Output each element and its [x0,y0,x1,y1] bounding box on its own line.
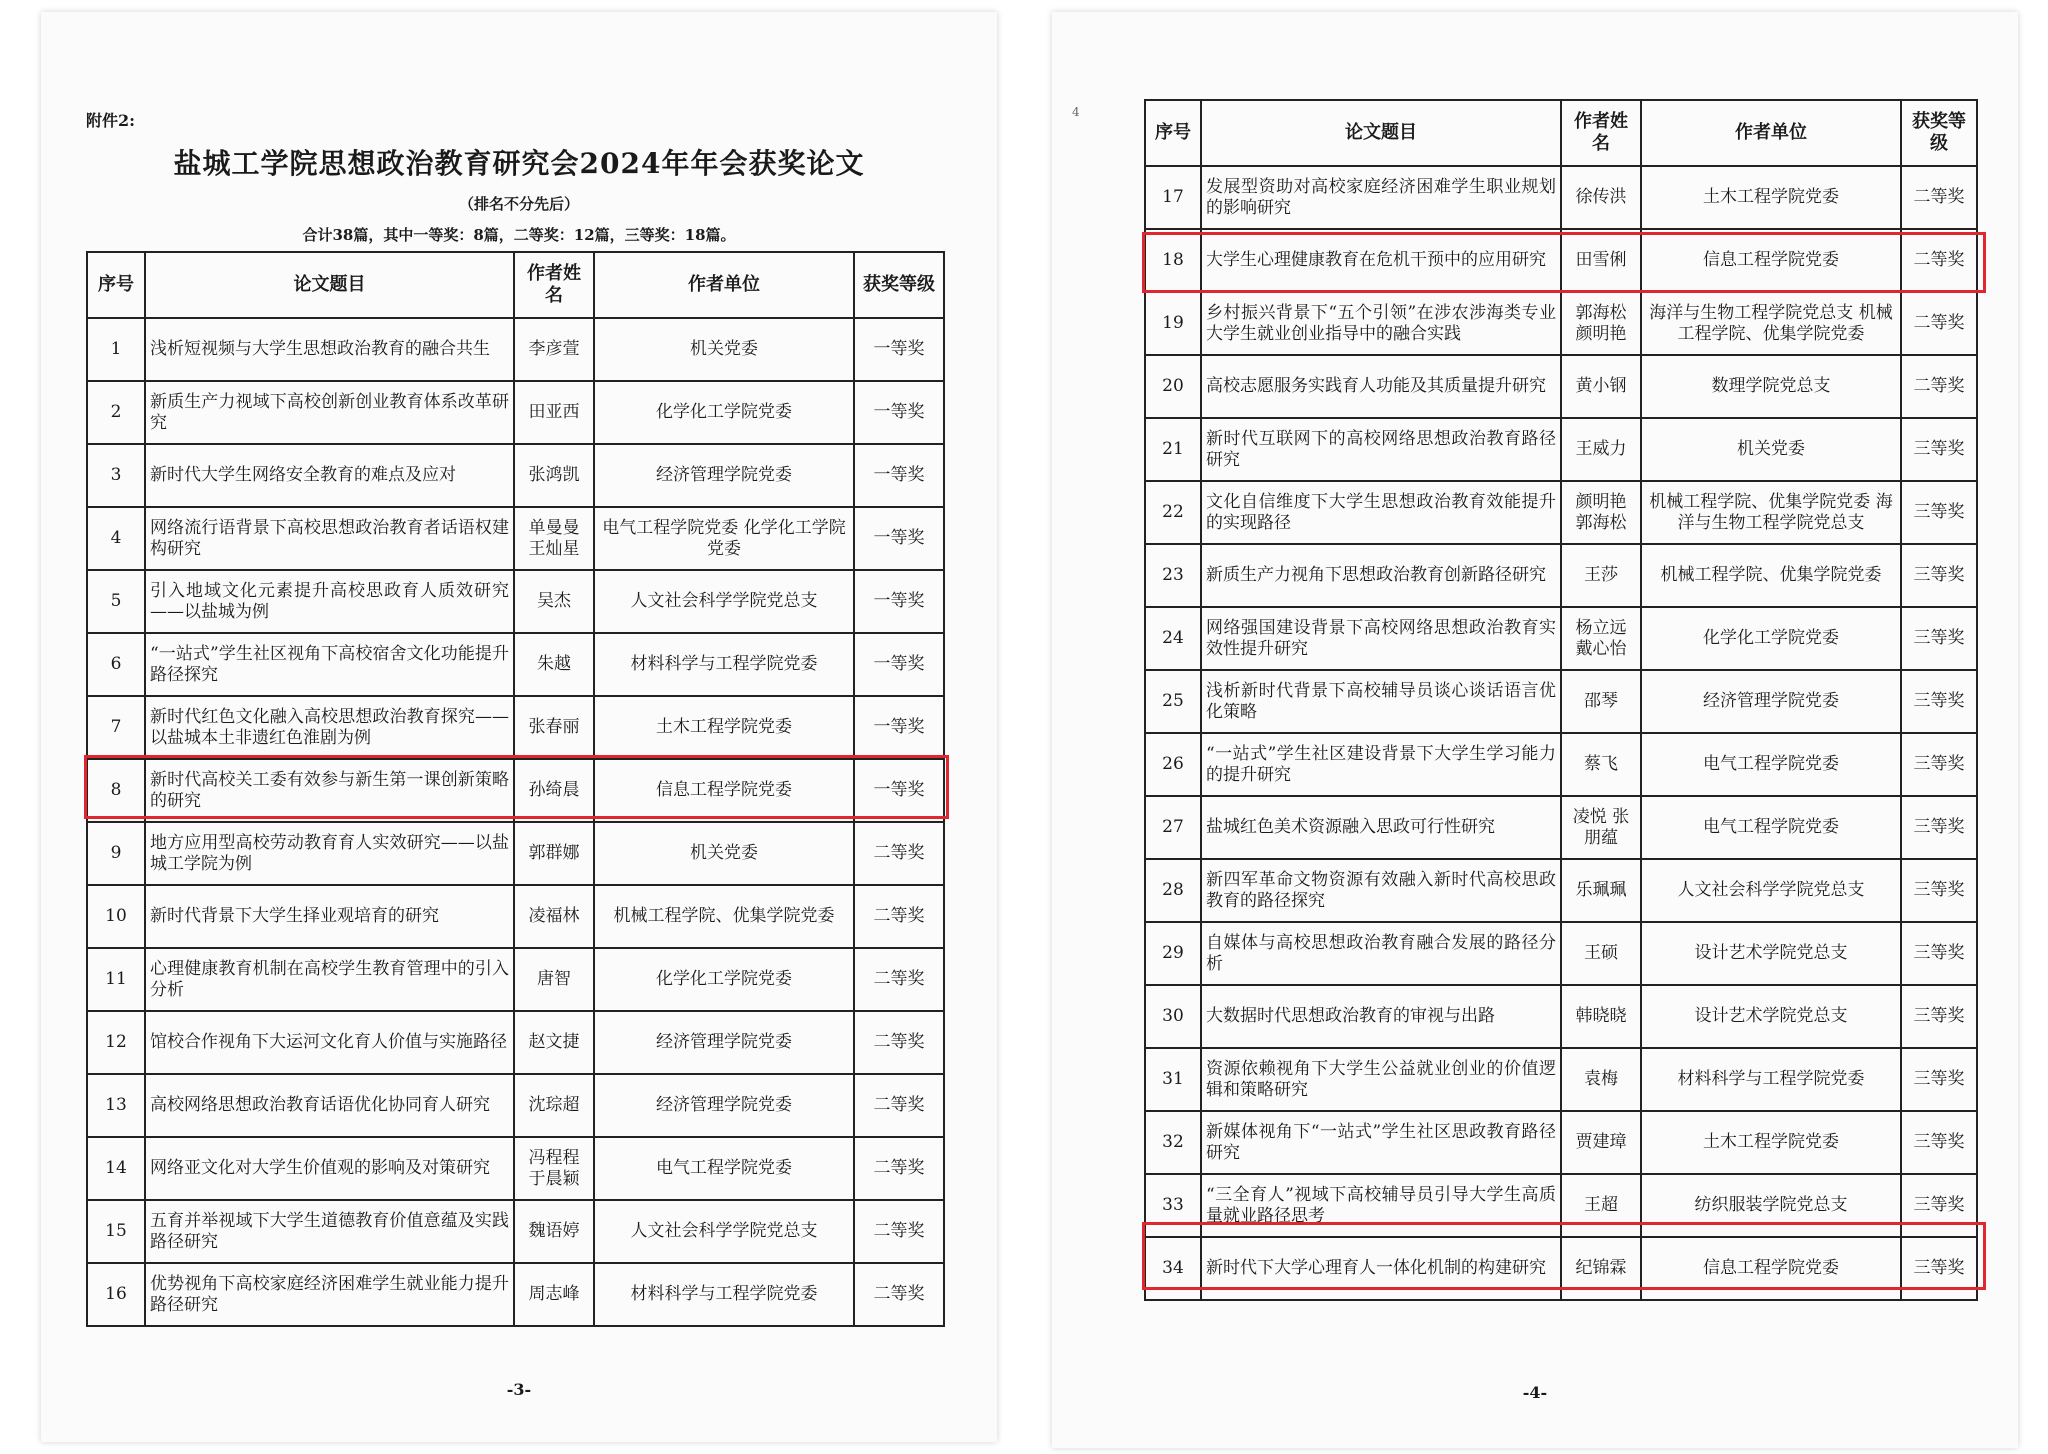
cell-author: 张鸿凯 [514,444,594,507]
cell-award: 三等奖 [1901,796,1977,859]
header-title: 论文题目 [145,252,514,318]
cell-title: 新质生产力视域下高校创新创业教育体系改革研究 [145,381,514,444]
cell-unit: 电气工程学院党委 化学化工学院党委 [594,507,854,570]
header-author: 作者姓名 [514,252,594,318]
cell-title: 新四军革命文物资源有效融入新时代高校思政教育的路径探究 [1201,859,1561,922]
header-award: 获奖等级 [854,252,944,318]
cell-author: 乐珮珮 [1561,859,1641,922]
cell-author: 李彦萱 [514,318,594,381]
table-row [1145,292,1977,355]
cell-author: 颜明艳 郭海松 [1561,481,1641,544]
table-row [1145,166,1977,229]
table-row [87,444,944,507]
cell-author: 朱越 [514,633,594,696]
table-row [87,822,944,885]
cell-author: 邵琴 [1561,670,1641,733]
cell-unit: 材料科学与工程学院党委 [594,633,854,696]
cell-title: “一站式”学生社区建设背景下大学生学习能力的提升研究 [1201,733,1561,796]
table-row [87,318,944,381]
cell-author: 沈琮超 [514,1074,594,1137]
cell-title: 新时代背景下大学生择业观培育的研究 [145,885,514,948]
cell-award: 一等奖 [854,696,944,759]
table-header-row [87,252,944,318]
cell-number: 27 [1145,796,1201,859]
cell-number: 18 [1145,229,1201,292]
table-row [1145,229,1977,292]
header-title: 论文题目 [1201,100,1561,166]
cell-award: 三等奖 [1901,1174,1977,1237]
header-number: 序号 [87,252,145,318]
header-unit: 作者单位 [1641,100,1901,166]
cell-author: 蔡飞 [1561,733,1641,796]
cell-title: 乡村振兴背景下“五个引领”在涉农涉海类专业大学生就业创业指导中的融合实践 [1201,292,1561,355]
cell-award: 二等奖 [1901,292,1977,355]
table-row [1145,985,1977,1048]
cell-author: 周志峰 [514,1263,594,1326]
cell-unit: 化学化工学院党委 [594,381,854,444]
cell-award: 一等奖 [854,318,944,381]
cell-title: 网络流行语背景下高校思想政治教育者话语权建构研究 [145,507,514,570]
cell-number: 10 [87,885,145,948]
cell-award: 一等奖 [854,381,944,444]
cell-author: 单曼曼 王灿星 [514,507,594,570]
table-row [1145,481,1977,544]
cell-number: 2 [87,381,145,444]
cell-author: 凌福林 [514,885,594,948]
cell-unit: 机械工程学院、优集学院党委 海洋与生物工程学院党总支 [1641,481,1901,544]
cell-unit: 人文社会科学学院党总支 [594,570,854,633]
cell-number: 33 [1145,1174,1201,1237]
cell-author: 吴杰 [514,570,594,633]
cell-author: 王超 [1561,1174,1641,1237]
cell-award: 三等奖 [1901,481,1977,544]
awards-table-right [1144,99,1978,1301]
table-row [87,948,944,1011]
cell-number: 31 [1145,1048,1201,1111]
table-row [1145,1174,1977,1237]
cell-unit: 数理学院党总支 [1641,355,1901,418]
cell-number: 26 [1145,733,1201,796]
cell-author: 韩晓晓 [1561,985,1641,1048]
cell-title: 新媒体视角下“一站式”学生社区思政教育路径研究 [1201,1111,1561,1174]
cell-award: 三等奖 [1901,607,1977,670]
cell-award: 二等奖 [854,885,944,948]
corner-mark: 4 [1072,105,1080,119]
cell-author: 纪锦霖 [1561,1237,1641,1300]
cell-author: 田雪俐 [1561,229,1641,292]
cell-title: 自媒体与高校思想政治教育融合发展的路径分析 [1201,922,1561,985]
cell-title: 浅析新时代背景下高校辅导员谈心谈话语言优化策略 [1201,670,1561,733]
cell-award: 三等奖 [1901,418,1977,481]
table-row [87,381,944,444]
cell-unit: 机关党委 [594,822,854,885]
ranking-note: （排名不分先后） [458,195,579,213]
cell-number: 20 [1145,355,1201,418]
cell-author: 袁梅 [1561,1048,1641,1111]
cell-number: 19 [1145,292,1201,355]
cell-title: 发展型资助对高校家庭经济困难学生职业规划的影响研究 [1201,166,1561,229]
cell-number: 3 [87,444,145,507]
table-header-row [1145,100,1977,166]
table-row [1145,607,1977,670]
cell-unit: 经济管理学院党委 [594,1074,854,1137]
awards-table-left [86,251,945,1327]
cell-award: 三等奖 [1901,1048,1977,1111]
cell-award: 二等奖 [854,948,944,1011]
cell-author: 王莎 [1561,544,1641,607]
cell-unit: 经济管理学院党委 [594,444,854,507]
cell-unit: 信息工程学院党委 [594,759,854,822]
cell-award: 三等奖 [1901,544,1977,607]
page-number: -4- [1522,1383,1548,1402]
table-row [87,1200,944,1263]
cell-author: 唐智 [514,948,594,1011]
cell-award: 三等奖 [1901,985,1977,1048]
table-row [87,885,944,948]
cell-number: 32 [1145,1111,1201,1174]
cell-award: 三等奖 [1901,733,1977,796]
table-row [1145,733,1977,796]
cell-number: 6 [87,633,145,696]
cell-award: 三等奖 [1901,1111,1977,1174]
cell-number: 14 [87,1137,145,1200]
cell-award: 二等奖 [854,1074,944,1137]
cell-unit: 人文社会科学学院党总支 [1641,859,1901,922]
cell-award: 一等奖 [854,507,944,570]
cell-title: 资源依赖视角下大学生公益就业创业的价值逻辑和策略研究 [1201,1048,1561,1111]
cell-title: 心理健康教育机制在高校学生教育管理中的引入分析 [145,948,514,1011]
table-row [1145,355,1977,418]
cell-author: 冯程程 于晨颖 [514,1137,594,1200]
cell-unit: 土木工程学院党委 [594,696,854,759]
cell-number: 28 [1145,859,1201,922]
cell-unit: 机关党委 [1641,418,1901,481]
table-row [87,570,944,633]
table-row [87,1074,944,1137]
cell-author: 郭群娜 [514,822,594,885]
header-author: 作者姓名 [1561,100,1641,166]
cell-author: 张春丽 [514,696,594,759]
header-award: 获奖等级 [1901,100,1977,166]
cell-unit: 电气工程学院党委 [1641,796,1901,859]
award-summary: 合计38篇，其中一等奖：8篇，二等奖：12篇，三等奖：18篇。 [302,226,736,244]
table-row [1145,859,1977,922]
cell-number: 25 [1145,670,1201,733]
cell-number: 17 [1145,166,1201,229]
cell-author: 徐传洪 [1561,166,1641,229]
table-row [87,759,944,822]
cell-award: 二等奖 [854,822,944,885]
table-row [87,633,944,696]
cell-unit: 材料科学与工程学院党委 [594,1263,854,1326]
cell-title: 五育并举视域下大学生道德教育价值意蕴及实践路径研究 [145,1200,514,1263]
cell-author: 孙绮晨 [514,759,594,822]
cell-unit: 机械工程学院、优集学院党委 [1641,544,1901,607]
cell-author: 郭海松 颜明艳 [1561,292,1641,355]
cell-title: 地方应用型高校劳动教育育人实效研究——以盐城工学院为例 [145,822,514,885]
cell-unit: 设计艺术学院党总支 [1641,985,1901,1048]
document-page-left [41,12,997,1442]
cell-title: 新时代红色文化融入高校思想政治教育探究——以盐城本土非遗红色淮剧为例 [145,696,514,759]
cell-title: 馆校合作视角下大运河文化育人价值与实施路径 [145,1011,514,1074]
cell-title: 新时代大学生网络安全教育的难点及应对 [145,444,514,507]
cell-author: 贾建璋 [1561,1111,1641,1174]
cell-author: 杨立远 戴心怡 [1561,607,1641,670]
table-row [1145,418,1977,481]
cell-title: 网络强国建设背景下高校网络思想政治教育实效性提升研究 [1201,607,1561,670]
cell-unit: 材料科学与工程学院党委 [1641,1048,1901,1111]
cell-author: 赵文捷 [514,1011,594,1074]
table-row [1145,1048,1977,1111]
cell-title: 文化自信维度下大学生思想政治教育效能提升的实现路径 [1201,481,1561,544]
table-row [87,696,944,759]
table-row [1145,544,1977,607]
cell-unit: 机械工程学院、优集学院党委 [594,885,854,948]
cell-unit: 海洋与生物工程学院党总支 机械工程学院、优集学院党委 [1641,292,1901,355]
cell-award: 一等奖 [854,759,944,822]
cell-award: 一等奖 [854,444,944,507]
cell-award: 二等奖 [1901,355,1977,418]
table-row [1145,1237,1977,1300]
document-title: 盐城工学院思想政治教育研究会2024年年会获奖论文 [173,147,865,180]
cell-number: 5 [87,570,145,633]
cell-number: 24 [1145,607,1201,670]
cell-award: 二等奖 [1901,166,1977,229]
cell-award: 三等奖 [1901,670,1977,733]
cell-number: 21 [1145,418,1201,481]
table-row [87,1011,944,1074]
cell-title: 浅析短视频与大学生思想政治教育的融合共生 [145,318,514,381]
cell-unit: 经济管理学院党委 [1641,670,1901,733]
cell-title: 高校志愿服务实践育人功能及其质量提升研究 [1201,355,1561,418]
cell-unit: 人文社会科学学院党总支 [594,1200,854,1263]
cell-number: 29 [1145,922,1201,985]
cell-title: “三全育人”视域下高校辅导员引导大学生高质量就业路径思考 [1201,1174,1561,1237]
cell-award: 二等奖 [1901,229,1977,292]
cell-award: 三等奖 [1901,922,1977,985]
cell-author: 凌悦 张朋蕴 [1561,796,1641,859]
document-page-right [1052,12,2018,1448]
table-row [1145,796,1977,859]
header-unit: 作者单位 [594,252,854,318]
cell-author: 田亚西 [514,381,594,444]
cell-unit: 化学化工学院党委 [1641,607,1901,670]
cell-title: 大数据时代思想政治教育的审视与出路 [1201,985,1561,1048]
cell-unit: 经济管理学院党委 [594,1011,854,1074]
cell-number: 4 [87,507,145,570]
cell-title: “一站式”学生社区视角下高校宿舍文化功能提升路径探究 [145,633,514,696]
cell-unit: 土木工程学院党委 [1641,1111,1901,1174]
cell-number: 9 [87,822,145,885]
cell-unit: 化学化工学院党委 [594,948,854,1011]
cell-title: 新质生产力视角下思想政治教育创新路径研究 [1201,544,1561,607]
cell-award: 二等奖 [854,1263,944,1326]
cell-author: 王威力 [1561,418,1641,481]
cell-award: 一等奖 [854,570,944,633]
cell-award: 一等奖 [854,633,944,696]
cell-title: 高校网络思想政治教育话语优化协同育人研究 [145,1074,514,1137]
cell-number: 8 [87,759,145,822]
table-row [1145,670,1977,733]
cell-unit: 电气工程学院党委 [1641,733,1901,796]
cell-number: 22 [1145,481,1201,544]
cell-number: 1 [87,318,145,381]
cell-number: 16 [87,1263,145,1326]
cell-title: 优势视角下高校家庭经济困难学生就业能力提升路径研究 [145,1263,514,1326]
cell-author: 黄小钢 [1561,355,1641,418]
cell-award: 二等奖 [854,1137,944,1200]
cell-title: 新时代互联网下的高校网络思想政治教育路径研究 [1201,418,1561,481]
attachment-label: 附件2: [86,111,136,130]
cell-number: 12 [87,1011,145,1074]
cell-unit: 信息工程学院党委 [1641,1237,1901,1300]
cell-title: 大学生心理健康教育在危机干预中的应用研究 [1201,229,1561,292]
cell-title: 新时代高校关工委有效参与新生第一课创新策略的研究 [145,759,514,822]
table-row [1145,922,1977,985]
table-row [87,507,944,570]
cell-number: 34 [1145,1237,1201,1300]
cell-author: 王硕 [1561,922,1641,985]
cell-unit: 信息工程学院党委 [1641,229,1901,292]
cell-award: 二等奖 [854,1011,944,1074]
cell-number: 15 [87,1200,145,1263]
cell-number: 23 [1145,544,1201,607]
table-row [87,1263,944,1326]
cell-unit: 纺织服装学院党总支 [1641,1174,1901,1237]
cell-number: 11 [87,948,145,1011]
cell-unit: 设计艺术学院党总支 [1641,922,1901,985]
table-row [1145,1111,1977,1174]
cell-unit: 土木工程学院党委 [1641,166,1901,229]
cell-title: 网络亚文化对大学生价值观的影响及对策研究 [145,1137,514,1200]
cell-award: 二等奖 [854,1200,944,1263]
cell-award: 三等奖 [1901,859,1977,922]
cell-award: 三等奖 [1901,1237,1977,1300]
table-row [87,1137,944,1200]
cell-unit: 机关党委 [594,318,854,381]
cell-title: 盐城红色美术资源融入思政可行性研究 [1201,796,1561,859]
cell-author: 魏语婷 [514,1200,594,1263]
cell-number: 7 [87,696,145,759]
cell-unit: 电气工程学院党委 [594,1137,854,1200]
cell-title: 新时代下大学心理育人一体化机制的构建研究 [1201,1237,1561,1300]
cell-number: 30 [1145,985,1201,1048]
cell-number: 13 [87,1074,145,1137]
cell-title: 引入地域文化元素提升高校思政育人质效研究——以盐城为例 [145,570,514,633]
page-number: -3- [506,1380,532,1399]
header-number: 序号 [1145,100,1201,166]
